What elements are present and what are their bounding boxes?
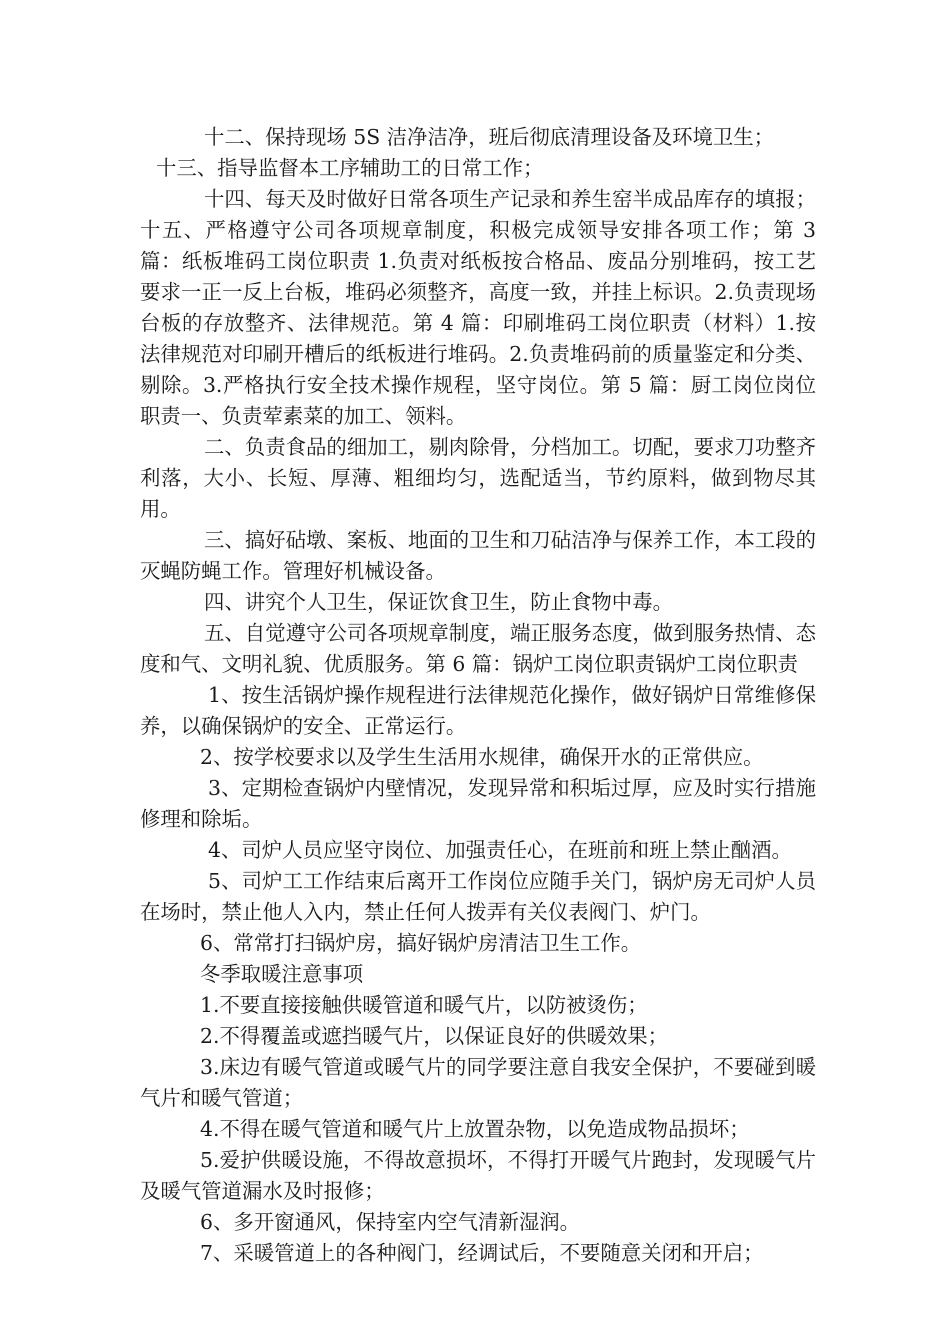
paragraph-boiler-duty-1: 1、按生活锅炉操作规程进行法律规范化操作，做好锅炉日常维修保养，以确保锅炉的安全、正常运行。 bbox=[140, 683, 816, 738]
paragraph-item-12: 十二、保持现场 5S 洁净洁净，班后彻底清理设备及环境卫生； bbox=[204, 125, 775, 149]
paragraph-heating-note-1: 1.不要直接接触供暖管道和暖气片，以防被烫伤； bbox=[200, 993, 648, 1017]
section-heading-winter-heating: 冬季取暖注意事项 bbox=[200, 962, 364, 986]
paragraph-boiler-duty-5: 5、司炉工工作结束后离开工作岗位应随手关门，锅炉房无司炉人员在场时，禁止他人入内，禁止任何人拨弄有关仪表阀门、炉门。 bbox=[140, 869, 816, 924]
paragraph-item-13: 十三、指导监督本工序辅助工的日常工作； bbox=[156, 156, 544, 180]
paragraph-kitchen-duty-3: 三、搞好砧墩、案板、地面的卫生和刀砧洁净与保养工作，本工段的灭蝇防蝇工作。管理好机械设备。 bbox=[140, 528, 816, 583]
paragraph-kitchen-duty-4: 四、讲究个人卫生，保证饮食卫生，防止食物中毒。 bbox=[204, 590, 673, 614]
paragraph-heating-note-6: 6、多开窗通风，保持室内空气清新湿润。 bbox=[200, 1210, 581, 1234]
paragraph-boiler-duty-6: 6、常常打扫锅炉房，搞好锅炉房清洁卫生工作。 bbox=[200, 931, 642, 955]
paragraph-heating-note-2: 2.不得覆盖或遮挡暖气片，以保证良好的供暖效果； bbox=[200, 1024, 669, 1048]
paragraph-heating-note-4: 4.不得在暖气管道和暖气片上放置杂物，以免造成物品损坏； bbox=[200, 1117, 750, 1141]
paragraph-boiler-duty-4: 4、司炉人员应坚守岗位、加强责任心，在班前和班上禁止酗酒。 bbox=[208, 838, 792, 862]
paragraph-kitchen-duty-5-and-section-6: 五、自觉遵守公司各项规章制度，端正服务态度，做到服务热情、态度和气、文明礼貌、优质服务。第 6 篇：锅炉工岗位职责锅炉工岗位职责 bbox=[140, 621, 816, 676]
paragraph-heating-note-3: 3.床边有暖气管道或暖气片的同学要注意自我安全保护，不要碰到暖气片和暖气管道； bbox=[140, 1055, 816, 1110]
paragraph-heating-note-7: 7、采暖管道上的各种阀门，经调试后，不要随意关闭和开启； bbox=[200, 1241, 764, 1265]
paragraph-boiler-duty-3: 3、定期检查锅炉内壁情况，发现异常和积垢过厚，应及时实行措施修理和除垢。 bbox=[140, 776, 816, 831]
document-page bbox=[140, 122, 816, 1269]
paragraph-items-14-15-and-sections-3-5: 十四、每天及时做好日常各项生产记录和养生窑半成品库存的填报； 十五、严格遵守公司各项规章制度，积极完成领导安排各项工作；第 3 篇：纸板堆码工岗位职责 1.负责对纸板按合格品、废品分别堆码，按工艺要求一正一反上台板，堆码必须整齐，高度一致，并挂上标识。2.负责现场台板的存放整齐、法律规范。第 4 篇：印刷堆码工岗位职责（材料）1.按法律规范对印刷开槽后的纸板进行堆码。2.负责堆码前的质量鉴定和分类、剔除。3.严格执行安全技术操作规程，坚守岗位。第 5 篇：厨工岗位岗位职责一、负责荤素菜的加工、领料。 bbox=[140, 187, 816, 428]
paragraph-kitchen-duty-2: 二、负责食品的细加工，剔肉除骨，分档加工。切配，要求刀功整齐利落，大小、长短、厚薄、粗细均匀，选配适当，节约原料，做到物尽其用。 bbox=[140, 435, 816, 521]
paragraph-boiler-duty-2: 2、按学校要求以及学生生活用水规律，确保开水的正常供应。 bbox=[200, 745, 764, 769]
paragraph-heating-note-5: 5.爱护供暖设施，不得故意损坏，不得打开暖气片跑封，发现暖气片及暖气管道漏水及时报修； bbox=[140, 1148, 816, 1203]
